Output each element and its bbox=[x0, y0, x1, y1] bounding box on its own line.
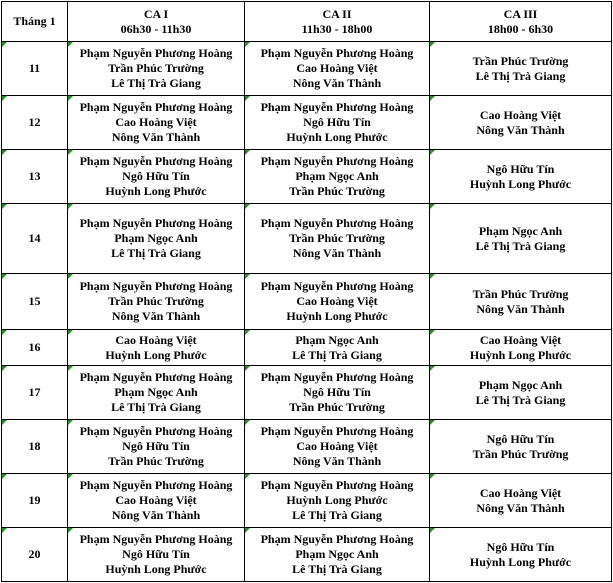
staff-name: Phạm Nguyễn Phương Hoàng bbox=[260, 532, 414, 546]
staff-name: Lê Thị Trà Giang bbox=[292, 562, 382, 576]
staff-name: Nông Văn Thành bbox=[292, 246, 382, 260]
schedule-row bbox=[2, 274, 612, 330]
shift-3-cell bbox=[430, 528, 612, 582]
staff-name: Phạm Nguyễn Phương Hoàng bbox=[79, 279, 233, 293]
shift-3-cell bbox=[430, 274, 612, 330]
staff-name: Huỳnh Long Phước bbox=[105, 347, 207, 362]
schedule-row bbox=[2, 420, 612, 474]
staff-name: Phạm Nguyễn Phương Hoàng bbox=[260, 46, 414, 60]
staff-name: Phạm Nguyễn Phương Hoàng bbox=[79, 370, 233, 384]
staff-name: Cao Hoàng Việt bbox=[296, 439, 378, 453]
shift-2-cell bbox=[245, 96, 430, 150]
day-cell bbox=[2, 528, 68, 582]
staff-name: Huỳnh Long Phước bbox=[105, 184, 207, 198]
staff-name: Phạm Ngọc Anh bbox=[114, 385, 198, 399]
shift-3-cell bbox=[430, 420, 612, 474]
day-number: 20 bbox=[28, 547, 41, 561]
staff-name: Huỳnh Long Phước bbox=[286, 309, 388, 323]
staff-name: Cao Hoàng Việt bbox=[115, 332, 197, 347]
staff-name: Nông Văn Thành bbox=[111, 508, 201, 522]
shift-name: CA I bbox=[143, 6, 169, 21]
day-number: 18 bbox=[28, 439, 41, 453]
staff-name: Phạm Ngọc Anh bbox=[478, 377, 563, 392]
shift-1-cell bbox=[68, 474, 245, 528]
staff-name: Huỳnh Long Phước bbox=[469, 554, 572, 569]
staff-name: Trần Phúc Trường bbox=[289, 184, 385, 198]
staff-name: Ngô Hữu Tín bbox=[122, 439, 190, 453]
staff-name: Phạm Nguyễn Phương Hoàng bbox=[260, 279, 414, 293]
staff-name: Huỳnh Long Phước bbox=[105, 562, 207, 576]
staff-name: Phạm Nguyễn Phương Hoàng bbox=[79, 532, 233, 546]
shift-1-cell bbox=[68, 366, 245, 420]
staff-name: Cao Hoàng Việt bbox=[115, 493, 197, 507]
shift-2-cell bbox=[245, 274, 430, 330]
shift-header-2 bbox=[245, 2, 430, 42]
shift-time: 18h00 - 6h30 bbox=[487, 21, 554, 36]
staff-name: Huỳnh Long Phước bbox=[286, 493, 388, 507]
staff-name: Trần Phúc Trường bbox=[108, 454, 204, 468]
staff-name: Ngô Hữu Tín bbox=[303, 115, 371, 129]
shift-1-cell bbox=[68, 42, 245, 96]
staff-name: Trần Phúc Trường bbox=[289, 231, 385, 245]
staff-name: Ngô Hữu Tín bbox=[486, 431, 555, 446]
day-number: 13 bbox=[28, 169, 41, 183]
day-number: 12 bbox=[28, 115, 41, 129]
shift-1-cell bbox=[68, 204, 245, 274]
staff-name: Huỳnh Long Phước bbox=[286, 130, 388, 144]
header-row bbox=[2, 2, 612, 42]
shift-1-cell bbox=[68, 150, 245, 204]
shift-2-cell bbox=[245, 474, 430, 528]
shift-3-cell bbox=[430, 204, 612, 274]
month-header bbox=[2, 2, 68, 42]
shift-schedule-table bbox=[1, 1, 612, 582]
shift-3-cell bbox=[430, 150, 612, 204]
shift-3-cell bbox=[430, 330, 612, 366]
staff-name: Trần Phúc Trường bbox=[108, 61, 204, 75]
staff-name: Trần Phúc Trường bbox=[289, 400, 385, 414]
staff-name: Huỳnh Long Phước bbox=[469, 347, 572, 362]
shift-1-cell bbox=[68, 274, 245, 330]
staff-name: Nông Văn Thành bbox=[476, 500, 565, 515]
staff-name: Cao Hoàng Việt bbox=[479, 485, 562, 500]
schedule-body bbox=[2, 42, 612, 582]
staff-name: Phạm Ngọc Anh bbox=[114, 231, 198, 245]
shift-1-cell bbox=[68, 420, 245, 474]
staff-name: Phạm Nguyễn Phương Hoàng bbox=[79, 424, 233, 438]
day-number: 14 bbox=[28, 231, 41, 245]
staff-name: Lê Thị Trà Giang bbox=[475, 238, 566, 253]
day-number: 16 bbox=[28, 340, 41, 354]
shift-time: 06h30 - 11h30 bbox=[120, 21, 192, 36]
staff-name: Lê Thị Trà Giang bbox=[292, 508, 382, 522]
staff-name: Lê Thị Trà Giang bbox=[111, 76, 201, 90]
day-cell bbox=[2, 42, 68, 96]
staff-name: Phạm Nguyễn Phương Hoàng bbox=[260, 370, 414, 384]
staff-name: Nông Văn Thành bbox=[476, 122, 565, 137]
staff-name: Trần Phúc Trường bbox=[472, 446, 569, 461]
shift-2-cell bbox=[245, 150, 430, 204]
schedule-row bbox=[2, 150, 612, 204]
schedule-row bbox=[2, 474, 612, 528]
shift-3-cell bbox=[430, 366, 612, 420]
staff-name: Phạm Ngọc Anh bbox=[295, 169, 379, 183]
staff-name: Phạm Nguyễn Phương Hoàng bbox=[260, 424, 414, 438]
staff-name: Ngô Hữu Tín bbox=[122, 547, 190, 561]
staff-name: Ngô Hữu Tín bbox=[486, 161, 555, 176]
staff-name: Phạm Nguyễn Phương Hoàng bbox=[79, 154, 233, 168]
schedule-row bbox=[2, 366, 612, 420]
day-number: 17 bbox=[28, 385, 41, 399]
month-label: Tháng 1 bbox=[13, 14, 56, 28]
staff-name: Ngô Hữu Tín bbox=[122, 169, 190, 183]
staff-name: Phạm Nguyễn Phương Hoàng bbox=[260, 154, 414, 168]
shift-header-3 bbox=[430, 2, 612, 42]
shift-2-cell bbox=[245, 420, 430, 474]
day-cell bbox=[2, 474, 68, 528]
staff-name: Nông Văn Thành bbox=[111, 309, 201, 323]
staff-name: Ngô Hữu Tín bbox=[486, 539, 555, 554]
staff-name: Trần Phúc Trường bbox=[108, 294, 204, 308]
staff-name: Lê Thị Trà Giang bbox=[475, 68, 566, 83]
shift-2-cell bbox=[245, 204, 430, 274]
staff-name: Nông Văn Thành bbox=[111, 130, 201, 144]
staff-name: Nông Văn Thành bbox=[476, 301, 565, 316]
staff-name: Phạm Nguyễn Phương Hoàng bbox=[79, 478, 233, 492]
staff-name: Phạm Ngọc Anh bbox=[295, 332, 379, 347]
staff-name: Huỳnh Long Phước bbox=[469, 176, 572, 191]
schedule-row bbox=[2, 528, 612, 582]
staff-name: Lê Thị Trà Giang bbox=[475, 392, 566, 407]
staff-name: Cao Hoàng Việt bbox=[115, 115, 197, 129]
schedule-row bbox=[2, 96, 612, 150]
staff-name: Phạm Ngọc Anh bbox=[478, 223, 563, 238]
shift-3-cell bbox=[430, 96, 612, 150]
staff-name: Phạm Nguyễn Phương Hoàng bbox=[79, 216, 233, 230]
day-number: 19 bbox=[28, 493, 41, 507]
shift-2-cell bbox=[245, 42, 430, 96]
day-cell bbox=[2, 150, 68, 204]
day-cell bbox=[2, 366, 68, 420]
day-cell bbox=[2, 330, 68, 366]
schedule-row bbox=[2, 204, 612, 274]
shift-time: 11h30 - 18h00 bbox=[301, 21, 373, 36]
shift-name: CA II bbox=[322, 6, 352, 21]
shift-3-cell bbox=[430, 42, 612, 96]
schedule-row bbox=[2, 42, 612, 96]
staff-name: Phạm Nguyễn Phương Hoàng bbox=[260, 100, 414, 114]
staff-name: Nông Văn Thành bbox=[292, 454, 382, 468]
staff-name: Lê Thị Trà Giang bbox=[292, 347, 382, 362]
shift-name: CA III bbox=[503, 6, 538, 21]
day-cell bbox=[2, 274, 68, 330]
shift-1-cell bbox=[68, 96, 245, 150]
shift-1-cell bbox=[68, 528, 245, 582]
staff-name: Trần Phúc Trường bbox=[472, 53, 569, 68]
day-number: 11 bbox=[28, 61, 41, 75]
staff-name: Phạm Nguyễn Phương Hoàng bbox=[260, 478, 414, 492]
shift-3-cell bbox=[430, 474, 612, 528]
shift-1-cell bbox=[68, 330, 245, 366]
shift-header-1 bbox=[68, 2, 245, 42]
staff-name: Lê Thị Trà Giang bbox=[111, 400, 201, 414]
staff-name: Phạm Nguyễn Phương Hoàng bbox=[79, 100, 233, 114]
staff-name: Cao Hoàng Việt bbox=[296, 61, 378, 75]
staff-name: Nông Văn Thành bbox=[292, 76, 382, 90]
staff-name: Phạm Nguyễn Phương Hoàng bbox=[79, 46, 233, 60]
day-cell bbox=[2, 96, 68, 150]
staff-name: Cao Hoàng Việt bbox=[479, 332, 562, 347]
staff-name: Phạm Ngọc Anh bbox=[295, 547, 379, 561]
day-number: 15 bbox=[28, 294, 41, 308]
shift-2-cell bbox=[245, 330, 430, 366]
staff-name: Ngô Hữu Tín bbox=[303, 385, 371, 399]
shift-2-cell bbox=[245, 366, 430, 420]
staff-name: Lê Thị Trà Giang bbox=[111, 246, 201, 260]
day-cell bbox=[2, 420, 68, 474]
staff-name: Cao Hoàng Việt bbox=[479, 107, 562, 122]
shift-2-cell bbox=[245, 528, 430, 582]
staff-name: Phạm Nguyễn Phương Hoàng bbox=[260, 216, 414, 230]
day-cell bbox=[2, 204, 68, 274]
staff-name: Trần Phúc Trường bbox=[472, 286, 569, 301]
schedule-row bbox=[2, 330, 612, 366]
staff-name: Cao Hoàng Việt bbox=[296, 294, 378, 308]
